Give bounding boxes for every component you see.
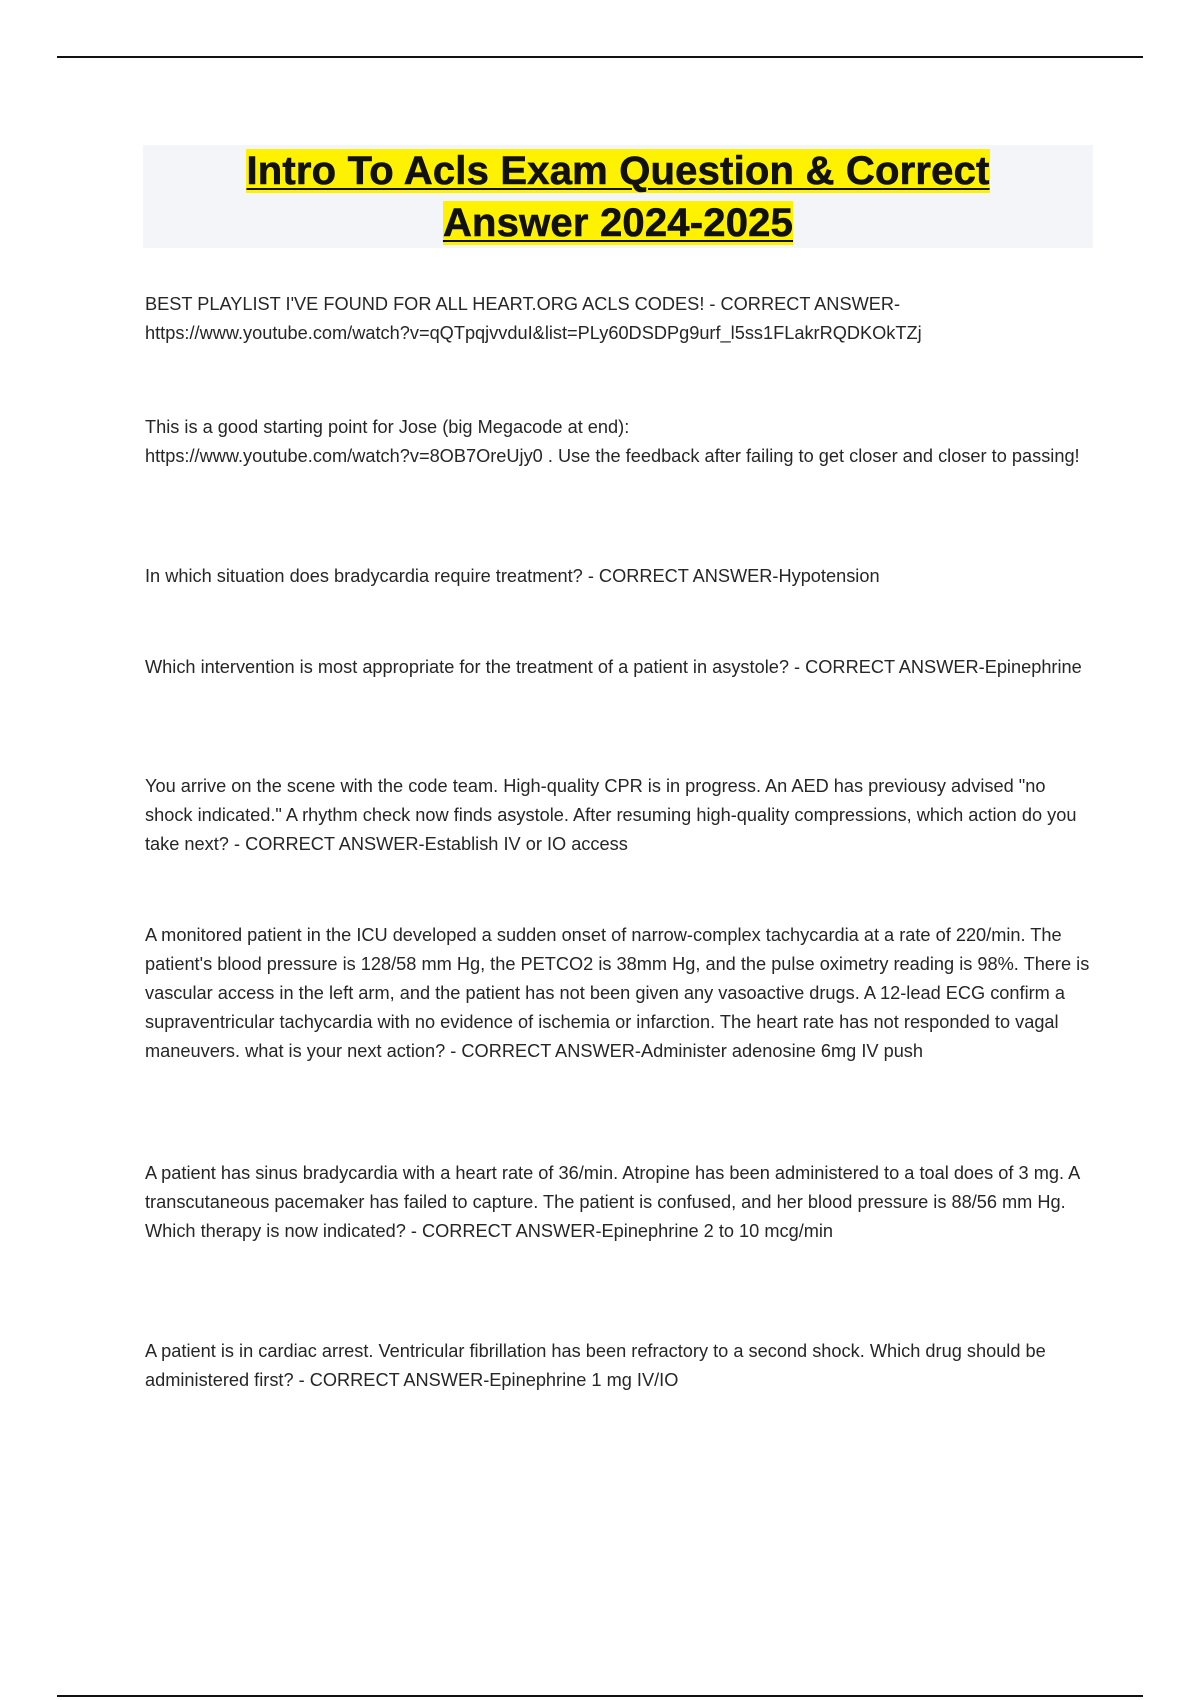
title-line-1: Intro To Acls Exam Question & Correct [246, 148, 990, 193]
info-text-line: This is a good starting point for Jose (big Megacode at end): [145, 417, 630, 437]
answer-separator: - CORRECT ANSWER- [293, 1370, 490, 1390]
answer-text: Establish IV or IO access [424, 834, 628, 854]
answer-separator: - CORRECT ANSWER- [788, 657, 985, 677]
answer-text: Hypotension [778, 566, 880, 586]
info-text-link[interactable]: https://www.youtube.com/watch?v=8OB7OreUjy0 . Use the feedback after failing to get closer and closer to passing! [145, 446, 1080, 466]
qa-entry-code-team [145, 772, 1090, 859]
title-line-2: Answer 2024-2025 [442, 200, 794, 245]
answer-separator: - CORRECT ANSWER- [582, 566, 779, 586]
qa-entry-playlist [145, 290, 1090, 348]
answer-text: Administer adenosine 6mg IV push [640, 1041, 924, 1061]
bottom-divider [57, 1695, 1143, 1697]
question-text: A monitored patient in the ICU developed a sudden onset of narrow-complex tachycardia at a rate of 220/min. The patient's blood pressure is 128/58 mm Hg, the PETCO2 is 38mm Hg, and the pulse oximetry reading is 98%. There is vascular access in the left arm, and the patient has not been given any vasoactive drugs. A 12-lead ECG confirm a supraventricular tachycardia with no evidence of ischemia or infarction. The heart rate has not responded to vagal maneuvers. what is your next action? [145, 925, 1090, 1061]
answer-text: Epinephrine 1 mg IV/IO [489, 1370, 679, 1390]
question-text: In which situation does bradycardia require treatment? [145, 566, 583, 586]
answer-separator: - CORRECT ANSWER- [405, 1221, 602, 1241]
answer-text: Epinephrine 2 to 10 mcg/min [601, 1221, 834, 1241]
qa-entry-asystole-intervention [145, 653, 1090, 682]
title-banner [143, 145, 1093, 248]
answer-text: Epinephrine [984, 657, 1082, 677]
answer-separator: - CORRECT ANSWER- [445, 1041, 641, 1061]
qa-entry-bradycardia-treatment [145, 562, 1090, 591]
page-title [246, 145, 989, 249]
answer-separator: - CORRECT ANSWER- [228, 834, 425, 854]
question-text: Which intervention is most appropriate for the treatment of a patient in asystole? [145, 657, 789, 677]
question-text: You arrive on the scene with the code team. High-quality CPR is in progress. An AED has previousy advised "no shock indicated." A rhythm check now finds asystole. After resuming high-quality compressions, which action do you take next? [145, 776, 1077, 854]
qa-entry-sinus-bradycardia [145, 1159, 1090, 1246]
question-text: A patient is in cardiac arrest. Ventricular fibrillation has been refractory to a second shock. Which drug should be administered first? [145, 1341, 1046, 1390]
qa-entry-vf-refractory [145, 1337, 1090, 1395]
question-text: BEST PLAYLIST I'VE FOUND FOR ALL HEART.ORG ACLS CODES! - CORRECT ANSWER- [145, 294, 901, 314]
playlist-link[interactable]: https://www.youtube.com/watch?v=qQTpqjvvduI&list=PLy60DSDPg9urf_l5ss1FLakrRQDKOkTZj [145, 323, 922, 343]
info-entry-jose [145, 413, 1090, 471]
question-text: A patient has sinus bradycardia with a heart rate of 36/min. Atropine has been administered to a toal does of 3 mg. A transcutaneous pacemaker has failed to capture. The patient is confused, and her blood pressure is 88/56 mm Hg. Which therapy is now indicated? [145, 1163, 1080, 1241]
qa-entry-svt-icu [145, 921, 1090, 1066]
top-divider [57, 56, 1143, 58]
